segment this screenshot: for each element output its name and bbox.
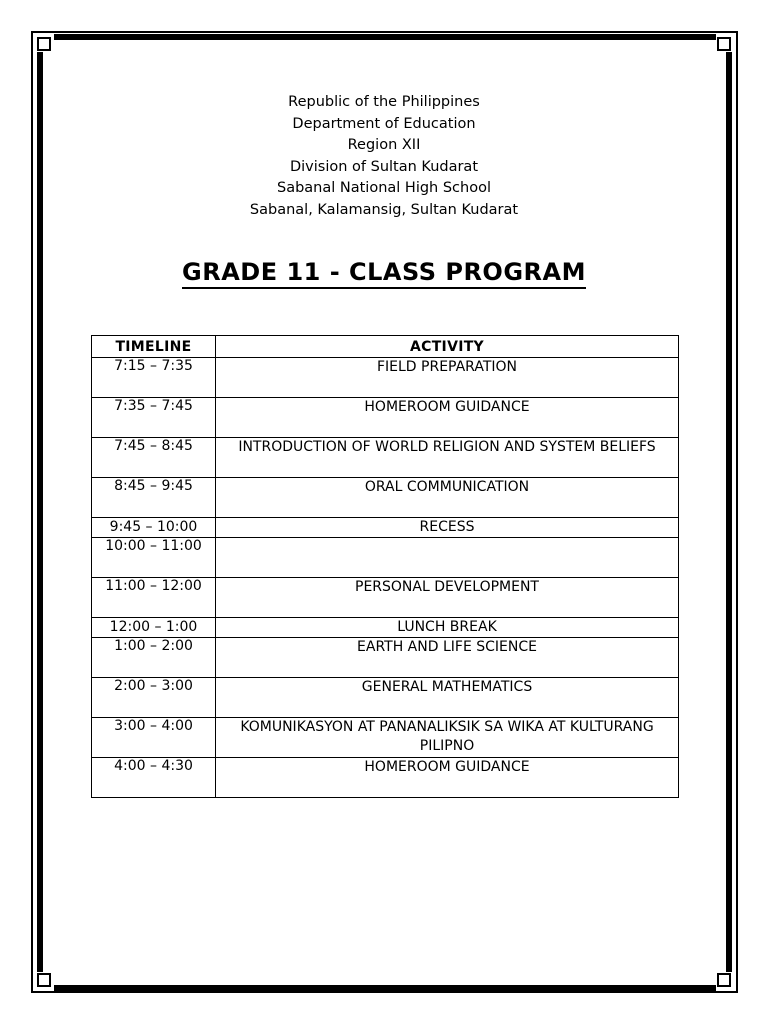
header-line-country: Republic of the Philippines [288,94,480,110]
activity-cell: INTRODUCTION OF WORLD RELIGION AND SYSTEM BELIEFS [216,438,679,478]
table-row [92,478,679,518]
timeline-cell: 10:00 – 11:00 [92,538,216,578]
header-line-department: Department of Education [292,115,476,132]
page-border-bottom-bar [54,985,716,991]
border-corner-bottom-left [37,973,51,987]
timeline-cell: 1:00 – 2:00 [92,638,216,678]
activity-cell: PERSONAL DEVELOPMENT [216,578,679,618]
page-border-top-bar [54,34,716,40]
activity-cell: HOMEROOM GUIDANCE [216,398,679,438]
header-line-division: Division of Sultan Kudarat [289,158,479,175]
timeline-cell: 12:00 – 1:00 [92,618,216,638]
activity-cell [216,538,679,578]
table-row [92,538,679,578]
table-row [92,438,679,478]
activity-cell: FIELD PREPARATION [216,358,679,398]
activity-cell: EARTH AND LIFE SCIENCE [216,638,679,678]
timeline-cell: 3:00 – 4:00 [92,718,216,758]
table-row [92,618,679,638]
table-row [92,638,679,678]
class-program-table [91,335,679,798]
header-line-address: Sabanal, Kalamansig, Sultan Kudarat [249,201,519,218]
table-row [92,718,679,758]
activity-cell: KOMUNIKASYON AT PANANALIKSIK SA WIKA AT KULTURANG PILIPNO [216,718,679,758]
column-header-timeline: TIMELINE [92,336,216,358]
table-row [92,758,679,798]
activity-cell: GENERAL MATHEMATICS [216,678,679,718]
activity-cell: HOMEROOM GUIDANCE [216,758,679,798]
activity-cell: LUNCH BREAK [216,618,679,638]
timeline-cell: 7:45 – 8:45 [92,438,216,478]
letterhead [0,92,768,221]
table-row [92,518,679,538]
table-header-row [92,336,679,358]
column-header-activity: ACTIVITY [216,336,679,358]
timeline-cell: 2:00 – 3:00 [92,678,216,718]
table-row [92,578,679,618]
activity-cell: RECESS [216,518,679,538]
border-corner-bottom-right [717,973,731,987]
timeline-cell: 11:00 – 12:00 [92,578,216,618]
document-title [0,258,768,286]
document-title-text: GRADE 11 - CLASS PROGRAM [182,258,586,289]
header-line-region: Region XII [347,137,421,153]
header-line-school: Sabanal National High School [277,180,491,196]
activity-cell: ORAL COMMUNICATION [216,478,679,518]
border-corner-top-left [37,37,51,51]
timeline-cell: 7:35 – 7:45 [92,398,216,438]
table-row [92,358,679,398]
border-corner-top-right [717,37,731,51]
table-row [92,678,679,718]
timeline-cell: 4:00 – 4:30 [92,758,216,798]
timeline-cell: 7:15 – 7:35 [92,358,216,398]
table-row [92,398,679,438]
timeline-cell: 8:45 – 9:45 [92,478,216,518]
timeline-cell: 9:45 – 10:00 [92,518,216,538]
